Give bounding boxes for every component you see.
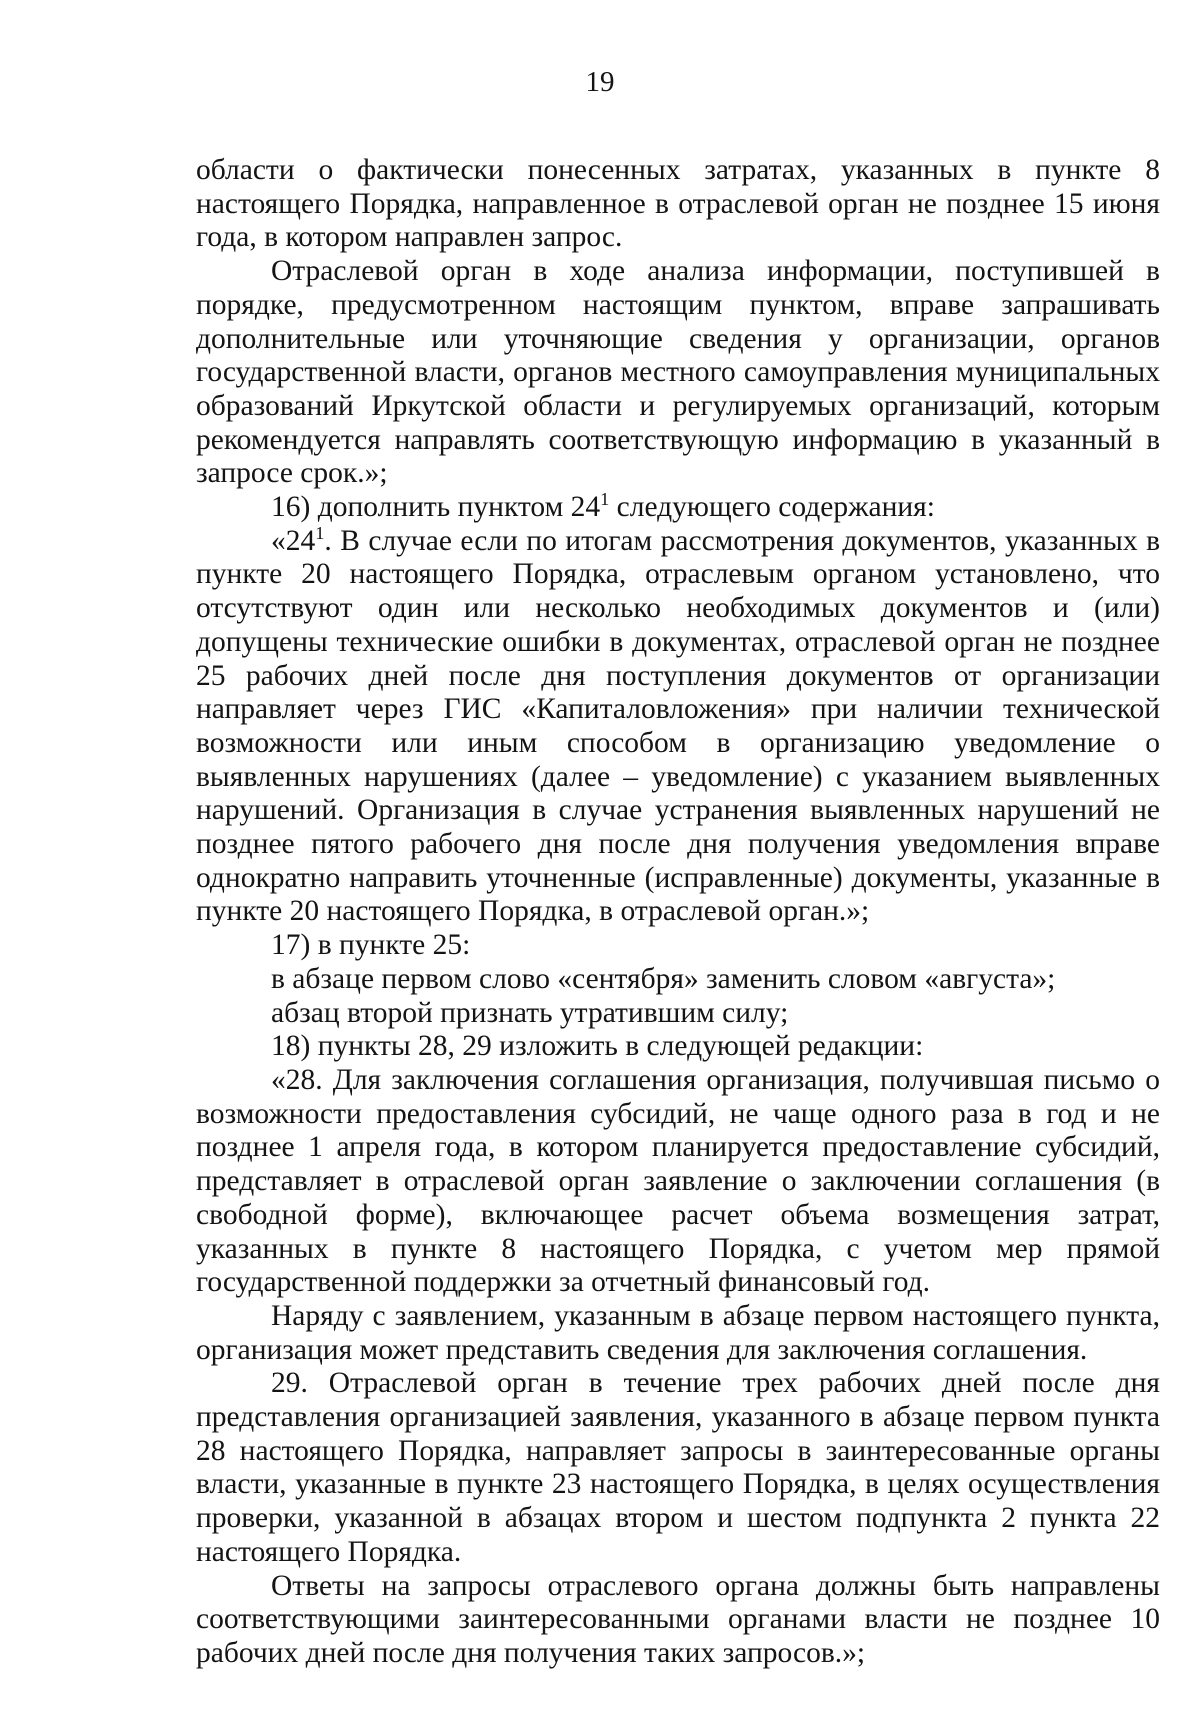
paragraph-analysis: Отраслевой орган в ходе анализа информации, поступившей в порядке, предусмотренном настоящим пунктом, вправе запрашивать дополнительные или уточняющие сведения у организации, органов государственной власти, органов местного самоуправления муниципальных образований Иркутской области и регулируемых организаций, которым рекомендуется направлять соответствующую информацию в указанный в запросе срок.»; xyxy=(196,255,1160,490)
paragraph-point-29-second: Ответы на запросы отраслевого органа должны быть направлены соответствующими заинтересованными органами власти не позднее 10 рабочих дней после дня получения таких запросов.»; xyxy=(196,1569,1160,1669)
item-16-text-before: 16) дополнить пунктом 24 xyxy=(271,491,601,524)
paragraph-item-18: 18) пункты 28, 29 изложить в следующей редакции: xyxy=(271,1030,924,1063)
paragraph-continuation: области о фактически понесенных затратах, указанных в пункте 8 настоящего Порядка, направленное в отраслевой орган не позднее 15 июня года, в котором направлен запрос. xyxy=(196,154,1160,254)
paragraph-point-29: 29. Отраслевой орган в течение трех рабочих дней после дня представления организацией заявления, указанного в абзаце первом пункта 28 настоящего Порядка, направляет запросы в заинтересованные органы власти, указанные в пункте 23 настоящего Порядка, в целях осуществления проверки, указанной в абзацах втором и шестом подпункта 2 пункта 22 настоящего Порядка. xyxy=(196,1367,1160,1568)
paragraph-item-16 xyxy=(196,491,1160,525)
point-24-1-superscript: 1 xyxy=(315,522,325,543)
paragraph-item-17: 17) в пункте 25: xyxy=(271,929,471,962)
page-number: 19 xyxy=(585,66,615,98)
paragraph-item-17-first: в абзаце первом слово «сентября» заменить словом «августа»; xyxy=(271,962,1056,995)
point-24-1-text-before: «24 xyxy=(271,524,316,557)
item-16-superscript: 1 xyxy=(600,489,610,510)
paragraph-point-28: «28. Для заключения соглашения организация, получившая письмо о возможности предоставления субсидий, не чаще одного раза в год и не позднее 1 апреля года, в котором планируется предоставление субсидий, представляет в отраслевой орган заявление о заключении соглашения (в свободной форме), включающее расчет объема возмещения затрат, указанных в пункте 8 настоящего Порядка, с учетом мер прямой государственной поддержки за отчетный финансовый год. xyxy=(196,1063,1160,1299)
point-24-1-text-after: . В случае если по итогам рассмотрения документов, указанных в пункте 20 настоящего Порядка, отраслевым органом установлено, что отсутствуют один или несколько необходимых документов и (или) допущены технические ошибки в документах, отраслевой орган не позднее 25 рабочих дней после дня поступления документов от организации направляет через ГИС «Капиталовложения» при наличии технической возможности или иным способом в организацию уведомление о выявленных нарушениях (далее – уведомление) с указанием выявленных нарушений. Организация в случае устранения выявленных нарушений не позднее пятого рабочего дня после дня получения уведомления вправе однократно направить уточненные (исправленные) документы, указанные в пункте 20 настоящего Порядка, в отраслевой орган.»; xyxy=(196,524,1160,928)
item-16-text-after: следующего содержания: xyxy=(609,491,935,524)
paragraph-item-17-second: абзац второй признать утратившим силу; xyxy=(271,996,789,1029)
paragraph-point-28-second: Наряду с заявлением, указанным в абзаце первом настоящего пункта, организация может представить сведения для заключения соглашения. xyxy=(196,1299,1160,1366)
paragraph-point-24-1 xyxy=(196,522,1160,929)
document-body xyxy=(196,154,1160,1671)
